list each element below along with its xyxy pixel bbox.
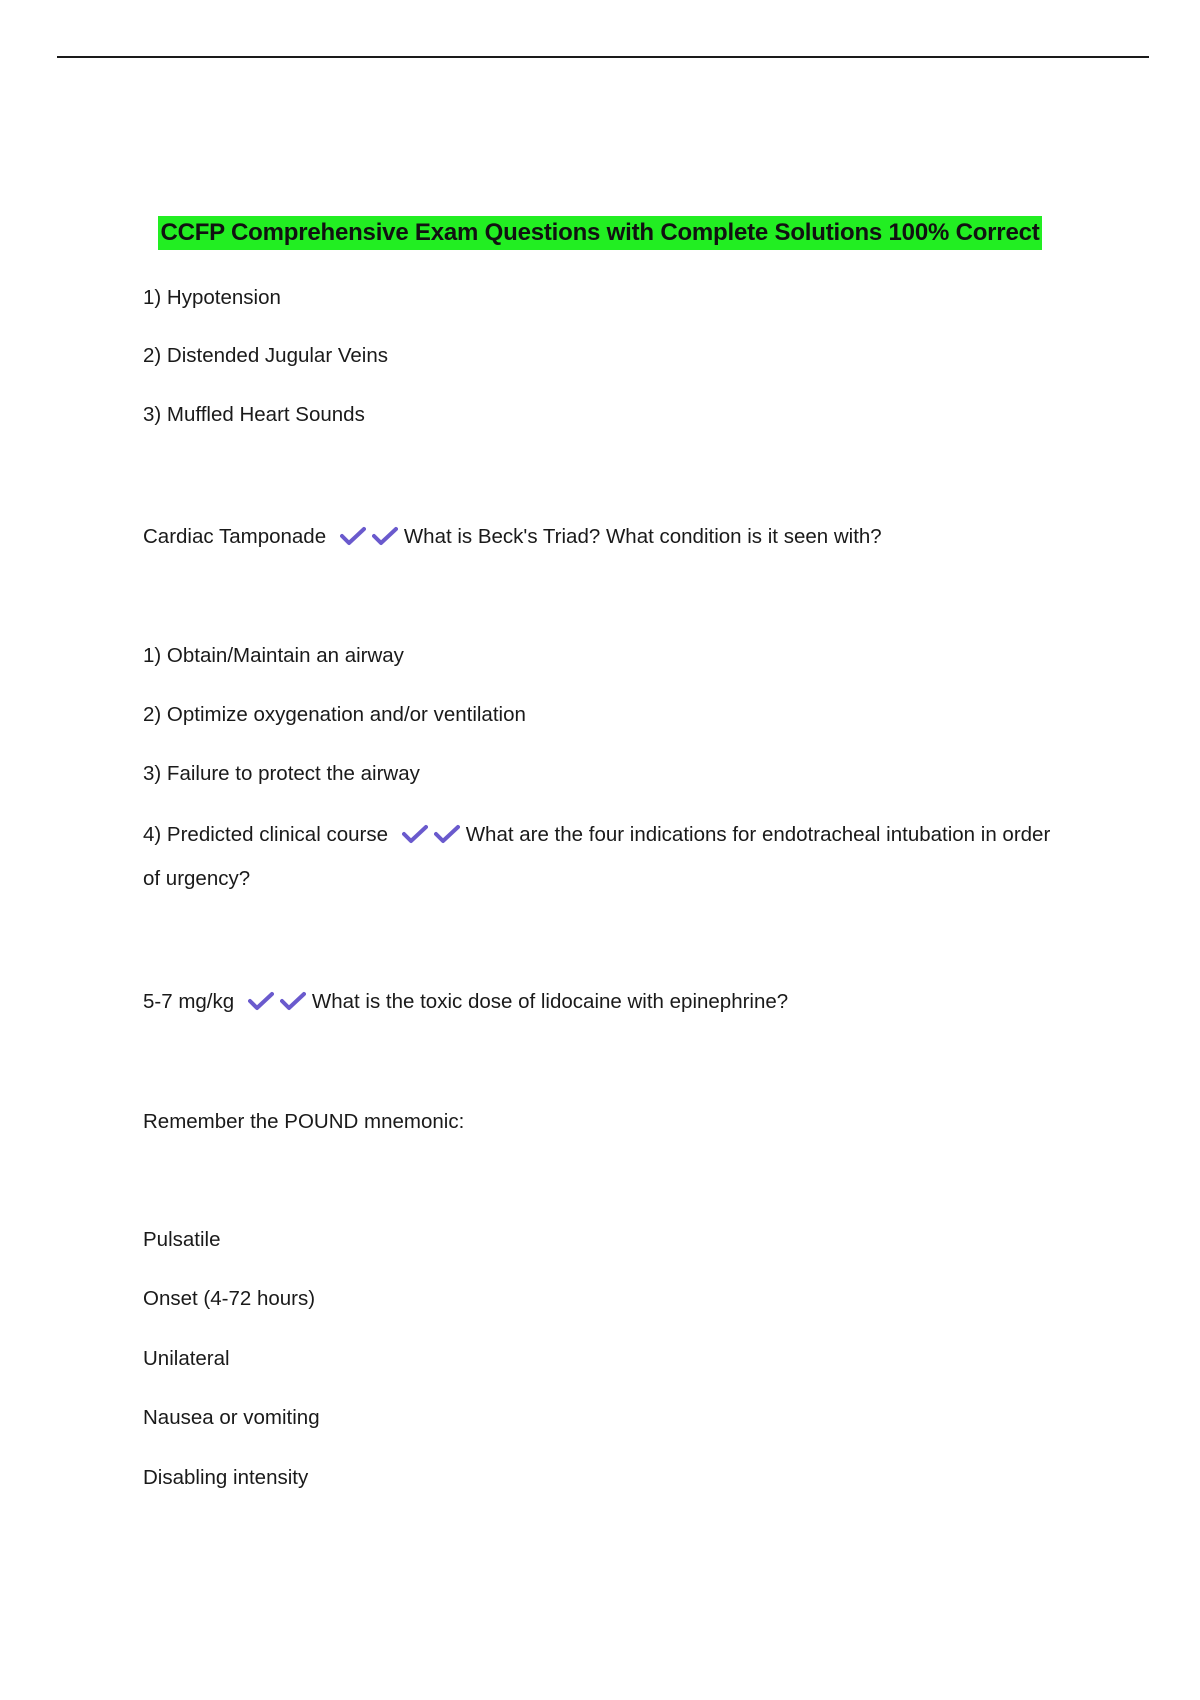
list-item: 1) Hypotension: [143, 286, 281, 309]
answer-text: Cardiac Tamponade: [143, 525, 327, 548]
list-item: Unilateral: [143, 1347, 230, 1370]
checkmark-icon: [248, 991, 274, 1011]
title-block: [0, 216, 1200, 250]
pound-intro: Remember the POUND mnemonic:: [143, 1110, 465, 1133]
list-item: 3) Failure to protect the airway: [143, 762, 420, 785]
checkmark-icon: [402, 824, 428, 844]
qa-intubation: [143, 813, 1063, 901]
question-text: What is the toxic dose of lidocaine with epinephrine?: [311, 990, 789, 1013]
list-item: 1) Obtain/Maintain an airway: [143, 644, 404, 667]
header-rule: [57, 56, 1149, 58]
list-item: Nausea or vomiting: [143, 1406, 320, 1429]
checkmark-icon: [340, 526, 366, 546]
qa-becks-triad: [143, 525, 882, 549]
list-item: 2) Optimize oxygenation and/or ventilation: [143, 703, 526, 726]
answer-text: 5-7 mg/kg: [143, 990, 235, 1013]
list-item: Disabling intensity: [143, 1466, 309, 1489]
list-item: Pulsatile: [143, 1228, 221, 1251]
question-text: What are the four indications for endotracheal intubation in order of urgency?: [143, 823, 1051, 890]
document-title: CCFP Comprehensive Exam Questions with Complete Solutions 100% Correct: [158, 216, 1041, 250]
checkmark-icon: [280, 991, 306, 1011]
answer-text: 4) Predicted clinical course: [143, 823, 388, 846]
checkmark-icon: [372, 526, 398, 546]
list-item: 2) Distended Jugular Veins: [143, 344, 389, 367]
list-item: Onset (4-72 hours): [143, 1287, 316, 1310]
question-text: What is Beck's Triad? What condition is it seen with?: [403, 525, 882, 548]
qa-lidocaine: [143, 990, 788, 1014]
checkmark-icon: [434, 824, 460, 844]
list-item: 3) Muffled Heart Sounds: [143, 403, 365, 426]
